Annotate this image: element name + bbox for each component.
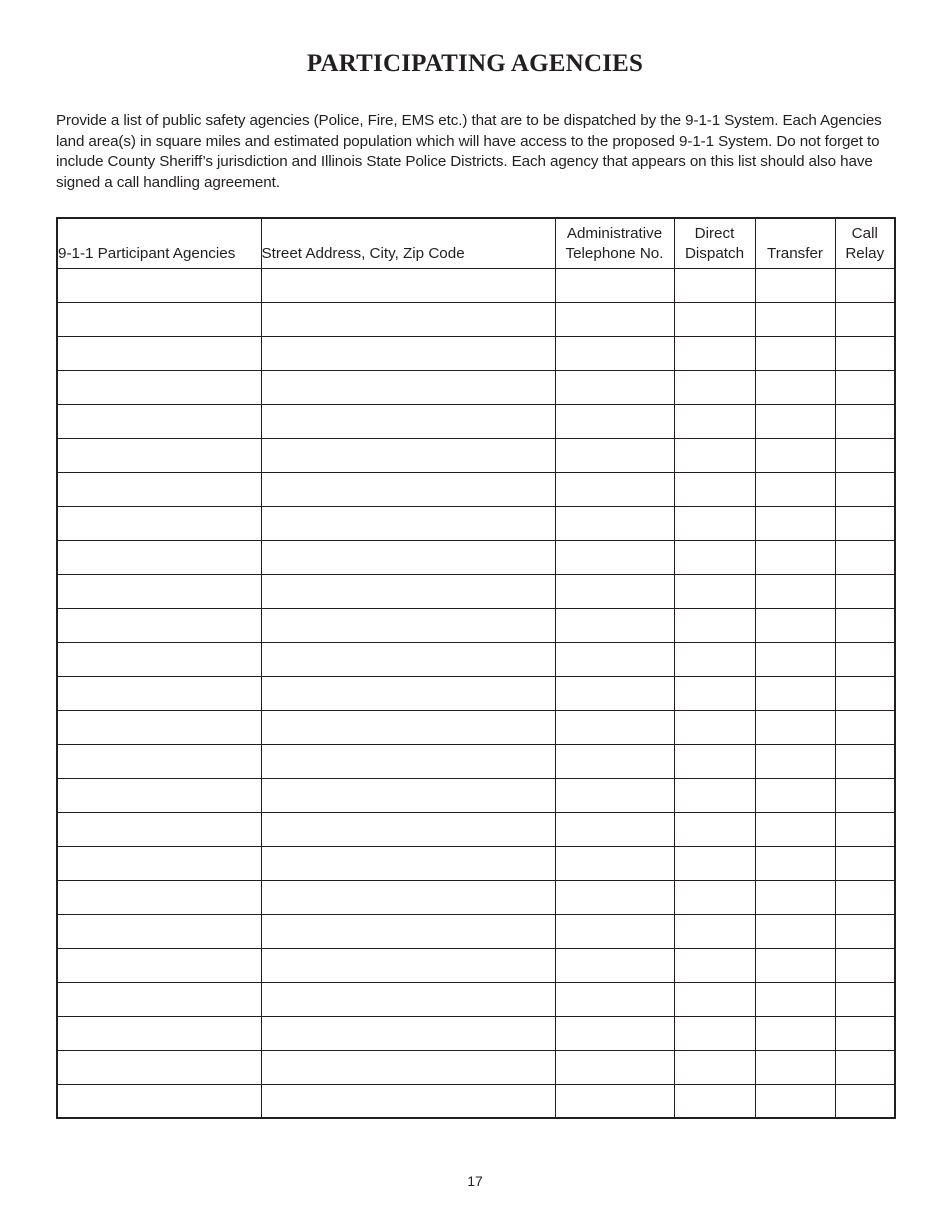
- table-row: [57, 370, 895, 404]
- call-relay-cell[interactable]: [835, 914, 895, 948]
- admin-telephone-cell[interactable]: [555, 268, 674, 302]
- transfer-cell[interactable]: [755, 642, 835, 676]
- direct-dispatch-cell[interactable]: [674, 1016, 755, 1050]
- street-address-cell[interactable]: [261, 982, 555, 1016]
- direct-dispatch-cell[interactable]: [674, 1084, 755, 1118]
- table-row: [57, 574, 895, 608]
- admin-telephone-cell[interactable]: [555, 1050, 674, 1084]
- table-row: [57, 336, 895, 370]
- street-address-cell[interactable]: [261, 676, 555, 710]
- page-number: 17: [467, 1173, 483, 1189]
- column-header-transfer: [755, 218, 835, 268]
- participant-agency-cell[interactable]: [57, 370, 261, 404]
- admin-telephone-cell[interactable]: [555, 948, 674, 982]
- transfer-cell[interactable]: [755, 472, 835, 506]
- instructions-paragraph: Provide a list of public safety agencies (Police, Fire, EMS etc.) that are to be dispatched by the 9-1-1 System. Each Agencies land area(s) in square miles and estimated population which will have access to the proposed 9-1-1 System. Do not forget to include County Sheriff’s jurisdiction and Illinois State Police Districts. Each agency that appears on this list should also have signed a call handling agreement.: [56, 112, 882, 191]
- participant-agency-cell[interactable]: [57, 744, 261, 778]
- call-relay-cell[interactable]: [835, 812, 895, 846]
- direct-dispatch-cell[interactable]: [674, 982, 755, 1016]
- call-relay-cell[interactable]: [835, 948, 895, 982]
- column-header-label: Dispatch: [684, 244, 745, 262]
- table-row: [57, 948, 895, 982]
- table-row: [57, 676, 895, 710]
- admin-telephone-cell[interactable]: [555, 302, 674, 336]
- participant-agency-cell[interactable]: [57, 880, 261, 914]
- transfer-cell[interactable]: [755, 1016, 835, 1050]
- call-relay-cell[interactable]: [835, 336, 895, 370]
- direct-dispatch-cell[interactable]: [674, 642, 755, 676]
- street-address-cell[interactable]: [261, 778, 555, 812]
- table-row: [57, 472, 895, 506]
- street-address-cell[interactable]: [261, 1084, 555, 1118]
- table-row: [57, 778, 895, 812]
- table-row: [57, 1050, 895, 1084]
- transfer-cell[interactable]: [755, 812, 835, 846]
- admin-telephone-cell[interactable]: [555, 914, 674, 948]
- admin-telephone-cell[interactable]: [555, 812, 674, 846]
- admin-telephone-cell[interactable]: [555, 1084, 674, 1118]
- participant-agency-cell[interactable]: [57, 302, 261, 336]
- table-row: [57, 642, 895, 676]
- call-relay-cell[interactable]: [835, 846, 895, 880]
- column-header-label: 9-1-1 Participant Agencies: [58, 244, 236, 262]
- direct-dispatch-cell[interactable]: [674, 948, 755, 982]
- page-title: PARTICIPATING AGENCIES: [306, 50, 644, 77]
- transfer-cell[interactable]: [755, 404, 835, 438]
- direct-dispatch-cell[interactable]: [674, 846, 755, 880]
- participant-agency-cell[interactable]: [57, 846, 261, 880]
- column-header-label: Transfer: [767, 244, 823, 262]
- call-relay-cell[interactable]: [835, 608, 895, 642]
- call-relay-cell[interactable]: [835, 540, 895, 574]
- street-address-cell[interactable]: [261, 506, 555, 540]
- call-relay-cell[interactable]: [835, 676, 895, 710]
- column-header-participant-agencies: [57, 218, 261, 268]
- participant-agency-cell[interactable]: [57, 506, 261, 540]
- table-row: [57, 540, 895, 574]
- admin-telephone-cell[interactable]: [555, 982, 674, 1016]
- street-address-cell[interactable]: [261, 880, 555, 914]
- direct-dispatch-cell[interactable]: [674, 268, 755, 302]
- table-row: [57, 880, 895, 914]
- table-row: [57, 1016, 895, 1050]
- participant-agency-cell[interactable]: [57, 336, 261, 370]
- call-relay-cell[interactable]: [835, 744, 895, 778]
- call-relay-cell[interactable]: [835, 506, 895, 540]
- direct-dispatch-cell[interactable]: [674, 744, 755, 778]
- admin-telephone-cell[interactable]: [555, 472, 674, 506]
- participant-agency-cell[interactable]: [57, 982, 261, 1016]
- column-header-admin-telephone: [555, 218, 674, 268]
- admin-telephone-cell[interactable]: [555, 540, 674, 574]
- direct-dispatch-cell[interactable]: [674, 1050, 755, 1084]
- column-header-direct-dispatch: [674, 218, 755, 268]
- transfer-cell[interactable]: [755, 336, 835, 370]
- direct-dispatch-cell[interactable]: [674, 540, 755, 574]
- transfer-cell[interactable]: [755, 608, 835, 642]
- street-address-cell[interactable]: [261, 846, 555, 880]
- direct-dispatch-cell[interactable]: [674, 506, 755, 540]
- direct-dispatch-cell[interactable]: [674, 472, 755, 506]
- transfer-cell[interactable]: [755, 710, 835, 744]
- column-header-label: Telephone No.: [565, 244, 664, 262]
- admin-telephone-cell[interactable]: [555, 880, 674, 914]
- street-address-cell[interactable]: [261, 574, 555, 608]
- direct-dispatch-cell[interactable]: [674, 370, 755, 404]
- transfer-cell[interactable]: [755, 302, 835, 336]
- admin-telephone-cell[interactable]: [555, 404, 674, 438]
- participant-agency-cell[interactable]: [57, 1050, 261, 1084]
- table-row: [57, 710, 895, 744]
- direct-dispatch-cell[interactable]: [674, 336, 755, 370]
- transfer-cell[interactable]: [755, 948, 835, 982]
- street-address-cell[interactable]: [261, 268, 555, 302]
- participant-agency-cell[interactable]: [57, 1084, 261, 1118]
- column-header-label: Direct: [694, 224, 735, 242]
- call-relay-cell[interactable]: [835, 1016, 895, 1050]
- column-header-label: Relay: [845, 244, 885, 262]
- admin-telephone-cell[interactable]: [555, 336, 674, 370]
- call-relay-cell[interactable]: [835, 574, 895, 608]
- table-row: [57, 982, 895, 1016]
- call-relay-cell[interactable]: [835, 642, 895, 676]
- column-header-call-relay: [835, 218, 895, 268]
- column-header-label: Administrative: [566, 224, 663, 242]
- participant-agency-cell[interactable]: [57, 574, 261, 608]
- transfer-cell[interactable]: [755, 506, 835, 540]
- street-address-cell[interactable]: [261, 404, 555, 438]
- participant-agency-cell[interactable]: [57, 676, 261, 710]
- transfer-cell[interactable]: [755, 880, 835, 914]
- table-row: [57, 404, 895, 438]
- direct-dispatch-cell[interactable]: [674, 710, 755, 744]
- street-address-cell[interactable]: [261, 1016, 555, 1050]
- participant-agency-cell[interactable]: [57, 948, 261, 982]
- call-relay-cell[interactable]: [835, 880, 895, 914]
- street-address-cell[interactable]: [261, 370, 555, 404]
- participant-agency-cell[interactable]: [57, 268, 261, 302]
- street-address-cell[interactable]: [261, 948, 555, 982]
- admin-telephone-cell[interactable]: [555, 1016, 674, 1050]
- street-address-cell[interactable]: [261, 472, 555, 506]
- participant-agency-cell[interactable]: [57, 540, 261, 574]
- table-row: [57, 608, 895, 642]
- street-address-cell[interactable]: [261, 336, 555, 370]
- table-row: [57, 1084, 895, 1118]
- street-address-cell[interactable]: [261, 710, 555, 744]
- transfer-cell[interactable]: [755, 574, 835, 608]
- street-address-cell[interactable]: [261, 608, 555, 642]
- call-relay-cell[interactable]: [835, 1084, 895, 1118]
- call-relay-cell[interactable]: [835, 268, 895, 302]
- admin-telephone-cell[interactable]: [555, 438, 674, 472]
- direct-dispatch-cell[interactable]: [674, 880, 755, 914]
- call-relay-cell[interactable]: [835, 438, 895, 472]
- transfer-cell[interactable]: [755, 1050, 835, 1084]
- table-row: [57, 268, 895, 302]
- table-row: [57, 744, 895, 778]
- street-address-cell[interactable]: [261, 540, 555, 574]
- column-header-street-address: [261, 218, 555, 268]
- direct-dispatch-cell[interactable]: [674, 914, 755, 948]
- call-relay-cell[interactable]: [835, 982, 895, 1016]
- transfer-cell[interactable]: [755, 268, 835, 302]
- table-row: [57, 914, 895, 948]
- participant-agency-cell[interactable]: [57, 404, 261, 438]
- street-address-cell[interactable]: [261, 642, 555, 676]
- direct-dispatch-cell[interactable]: [674, 812, 755, 846]
- table-row: [57, 846, 895, 880]
- participant-agency-cell[interactable]: [57, 914, 261, 948]
- table-row: [57, 302, 895, 336]
- call-relay-cell[interactable]: [835, 1050, 895, 1084]
- transfer-cell[interactable]: [755, 438, 835, 472]
- table-row: [57, 438, 895, 472]
- admin-telephone-cell[interactable]: [555, 676, 674, 710]
- direct-dispatch-cell[interactable]: [674, 676, 755, 710]
- admin-telephone-cell[interactable]: [555, 608, 674, 642]
- column-header-label: Street Address, City, Zip Code: [261, 244, 465, 262]
- table-row: [57, 812, 895, 846]
- direct-dispatch-cell[interactable]: [674, 574, 755, 608]
- street-address-cell[interactable]: [261, 914, 555, 948]
- transfer-cell[interactable]: [755, 1084, 835, 1118]
- transfer-cell[interactable]: [755, 846, 835, 880]
- street-address-cell[interactable]: [261, 812, 555, 846]
- participating-agencies-table: [56, 217, 896, 1119]
- transfer-cell[interactable]: [755, 778, 835, 812]
- transfer-cell[interactable]: [755, 676, 835, 710]
- admin-telephone-cell[interactable]: [555, 574, 674, 608]
- call-relay-cell[interactable]: [835, 302, 895, 336]
- participant-agency-cell[interactable]: [57, 438, 261, 472]
- call-relay-cell[interactable]: [835, 370, 895, 404]
- direct-dispatch-cell[interactable]: [674, 608, 755, 642]
- admin-telephone-cell[interactable]: [555, 370, 674, 404]
- admin-telephone-cell[interactable]: [555, 846, 674, 880]
- participant-agency-cell[interactable]: [57, 710, 261, 744]
- transfer-cell[interactable]: [755, 914, 835, 948]
- participant-agency-cell[interactable]: [57, 778, 261, 812]
- call-relay-cell[interactable]: [835, 404, 895, 438]
- participant-agency-cell[interactable]: [57, 1016, 261, 1050]
- transfer-cell[interactable]: [755, 744, 835, 778]
- direct-dispatch-cell[interactable]: [674, 438, 755, 472]
- admin-telephone-cell[interactable]: [555, 778, 674, 812]
- direct-dispatch-cell[interactable]: [674, 302, 755, 336]
- transfer-cell[interactable]: [755, 982, 835, 1016]
- participant-agency-cell[interactable]: [57, 608, 261, 642]
- street-address-cell[interactable]: [261, 1050, 555, 1084]
- table-header-row: [57, 218, 895, 268]
- column-header-label: Call: [851, 224, 878, 242]
- direct-dispatch-cell[interactable]: [674, 778, 755, 812]
- call-relay-cell[interactable]: [835, 710, 895, 744]
- transfer-cell[interactable]: [755, 370, 835, 404]
- street-address-cell[interactable]: [261, 438, 555, 472]
- table-row: [57, 506, 895, 540]
- table-body: [57, 268, 895, 1118]
- call-relay-cell[interactable]: [835, 472, 895, 506]
- admin-telephone-cell[interactable]: [555, 744, 674, 778]
- call-relay-cell[interactable]: [835, 778, 895, 812]
- transfer-cell[interactable]: [755, 540, 835, 574]
- street-address-cell[interactable]: [261, 302, 555, 336]
- participant-agency-cell[interactable]: [57, 812, 261, 846]
- direct-dispatch-cell[interactable]: [674, 404, 755, 438]
- admin-telephone-cell[interactable]: [555, 642, 674, 676]
- participant-agency-cell[interactable]: [57, 642, 261, 676]
- admin-telephone-cell[interactable]: [555, 710, 674, 744]
- street-address-cell[interactable]: [261, 744, 555, 778]
- participant-agency-cell[interactable]: [57, 472, 261, 506]
- admin-telephone-cell[interactable]: [555, 506, 674, 540]
